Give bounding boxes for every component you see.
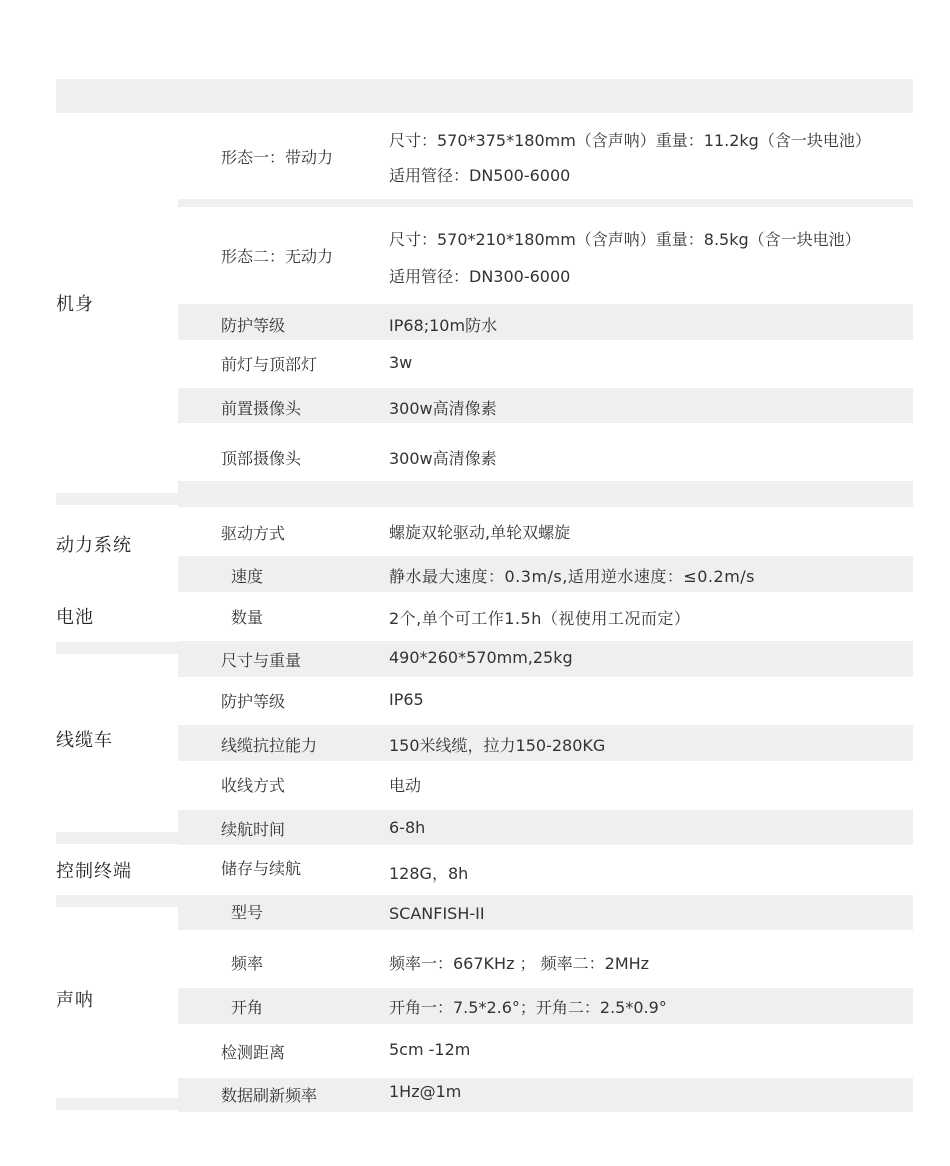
spec-label: 形态一：带动力 xyxy=(221,148,334,167)
spec-label: 形态二：无动力 xyxy=(221,247,334,266)
spec-label: 防护等级 xyxy=(221,692,286,711)
spec-value: 1Hz@1m xyxy=(389,1082,462,1101)
spec-value: 静水最大速度：0.3m/s,适用逆水速度：≤0.2m/s xyxy=(389,567,756,586)
row-band xyxy=(178,810,913,845)
spec-label: 续航时间 xyxy=(221,820,286,839)
category-power: 动力系统 xyxy=(56,535,132,556)
spec-value: 300w高清像素 xyxy=(389,399,497,418)
spec-value: 128G，8h xyxy=(389,864,469,883)
spec-value: 3w xyxy=(389,353,413,372)
spec-label: 收线方式 xyxy=(221,776,286,795)
spec-value: 尺寸：570*210*180mm（含声呐）重量：8.5kg（含一块电池） xyxy=(389,230,861,249)
spec-label: 数量 xyxy=(231,608,264,627)
spec-label: 线缆抗拉能力 xyxy=(221,736,318,755)
spec-label: 顶部摄像头 xyxy=(221,449,302,468)
spec-value: 螺旋双轮驱动,单轮双螺旋 xyxy=(389,523,571,542)
spec-value: 频率一：667KHz ； 频率二：2MHz xyxy=(389,954,650,973)
spec-value: 适用管径：DN300-6000 xyxy=(389,267,571,286)
spec-value: 150米线缆，拉力150-280KG xyxy=(389,736,606,755)
spec-value: 适用管径：DN500-6000 xyxy=(389,166,571,185)
row-band xyxy=(56,642,178,654)
spec-label: 尺寸与重量 xyxy=(221,651,302,670)
spec-value: 尺寸：570*375*180mm（含声呐）重量：11.2kg（含一块电池） xyxy=(389,131,871,150)
category-control: 控制终端 xyxy=(56,861,132,882)
spec-value: IP65 xyxy=(389,690,424,709)
spec-label: 频率 xyxy=(231,954,264,973)
row-band xyxy=(56,832,178,844)
spec-value: 2个,单个可工作1.5h（视使用工况而定） xyxy=(389,609,691,628)
category-cable: 线缆车 xyxy=(56,730,113,751)
spec-label: 防护等级 xyxy=(221,316,286,335)
spec-label: 储存与续航 xyxy=(221,859,302,878)
spec-label: 开角 xyxy=(231,998,264,1017)
spec-label: 前置摄像头 xyxy=(221,399,302,418)
spec-value: 300w高清像素 xyxy=(389,449,497,468)
category-battery: 电池 xyxy=(56,607,94,628)
spec-value: IP68;10m防水 xyxy=(389,316,498,335)
spec-label: 型号 xyxy=(231,903,264,922)
row-band xyxy=(56,895,178,907)
spec-label: 前灯与顶部灯 xyxy=(221,355,318,374)
spec-label: 驱动方式 xyxy=(221,524,286,543)
spec-value: SCANFISH-II xyxy=(389,904,485,923)
row-band xyxy=(178,304,913,340)
header-band xyxy=(56,79,913,113)
spec-value: 开角一：7.5*2.6°；开角二：2.5*0.9° xyxy=(389,998,667,1017)
category-sonar: 声呐 xyxy=(56,990,94,1011)
row-band xyxy=(56,493,178,505)
spec-value: 490*260*570mm,25kg xyxy=(389,648,573,667)
row-band xyxy=(178,199,913,207)
spec-label: 检测距离 xyxy=(221,1043,286,1062)
row-band xyxy=(178,895,913,930)
row-band xyxy=(178,481,913,507)
spec-value: 6-8h xyxy=(389,818,426,837)
spec-value: 电动 xyxy=(389,776,422,795)
row-band xyxy=(56,1098,178,1110)
category-body: 机身 xyxy=(56,294,94,315)
spec-label: 速度 xyxy=(231,567,264,586)
spec-label: 数据刷新频率 xyxy=(221,1086,318,1105)
spec-value: 5cm -12m xyxy=(389,1040,471,1059)
